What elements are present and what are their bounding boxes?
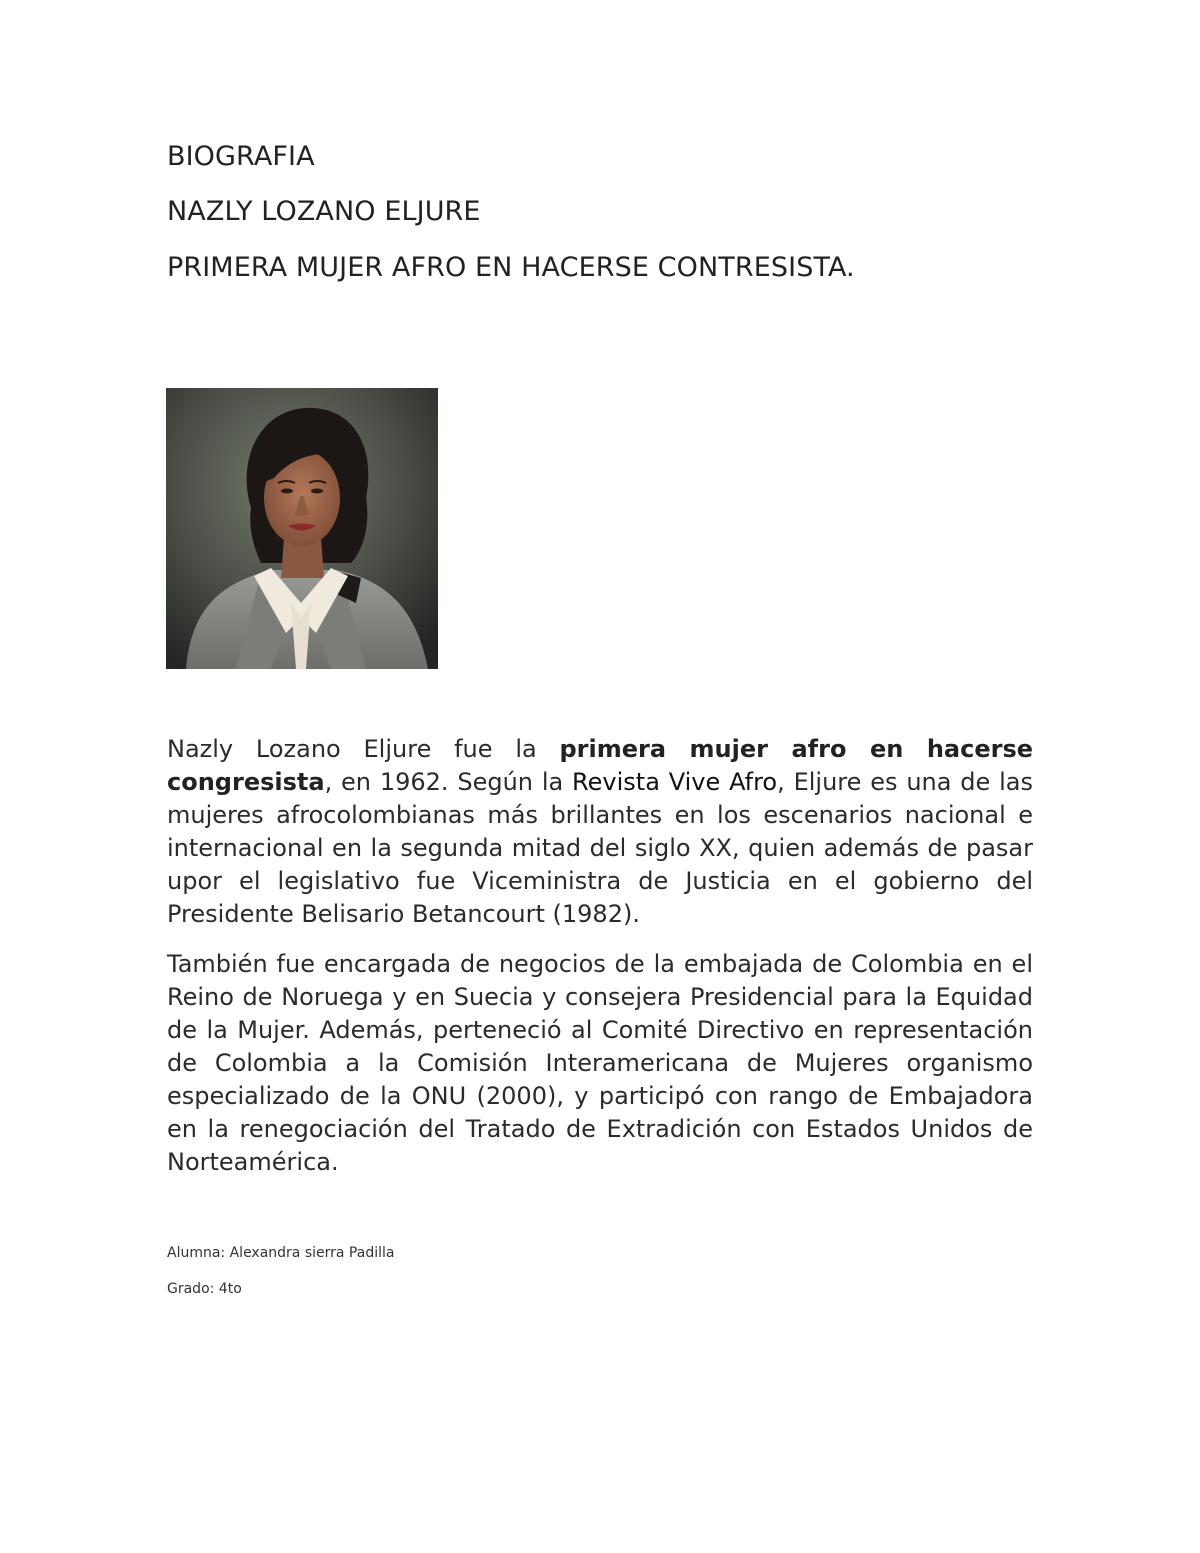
student-grade: Grado: 4to xyxy=(167,1281,242,1297)
biography-paragraph-1 xyxy=(167,733,1033,931)
biography-paragraph-2: También fue encargada de negocios de la embajada de Colombia en el Reino de Noruega y en Suecia y consejera Presidencial para la Equidad de la Mujer. Además, perteneció al Comité Directivo en representación de Colombia a la Comisión Interamericana de Mujeres organismo especializado de la ONU (2000), y participó con rango de Embajadora en la renegociación del Tratado de Extradición con Estados Unidos de Norteamérica. xyxy=(167,950,1033,1176)
portrait-photo xyxy=(166,388,438,669)
subject-subtitle: PRIMERA MUJER AFRO EN HACERSE CONTRESISTA. xyxy=(167,252,855,283)
source-reference: Revista Vive Afro xyxy=(572,768,778,796)
subject-name: NAZLY LOZANO ELJURE xyxy=(167,196,481,227)
paragraph1-bold-highlight: primera mujer afro en hacerse congresista xyxy=(167,735,1034,796)
student-name: Alumna: Alexandra sierra Padilla xyxy=(167,1245,395,1261)
paragraph1-intro: Nazly Lozano Eljure fue la xyxy=(167,735,560,763)
document-title: BIOGRAFIA xyxy=(167,141,315,172)
paragraph1-text-continued: , Eljure es una de las mujeres afrocolombianas más brillantes en los escenarios nacional e internacional en la segunda mitad del siglo XX, quien además de pasar upor el legislativo fue Viceministra de Justicia en el gobierno del Presidente Belisario Betancourt (1982). xyxy=(167,768,1033,928)
paragraph1-text: , en 1962. Según la xyxy=(324,768,573,796)
portrait-image xyxy=(166,388,438,669)
